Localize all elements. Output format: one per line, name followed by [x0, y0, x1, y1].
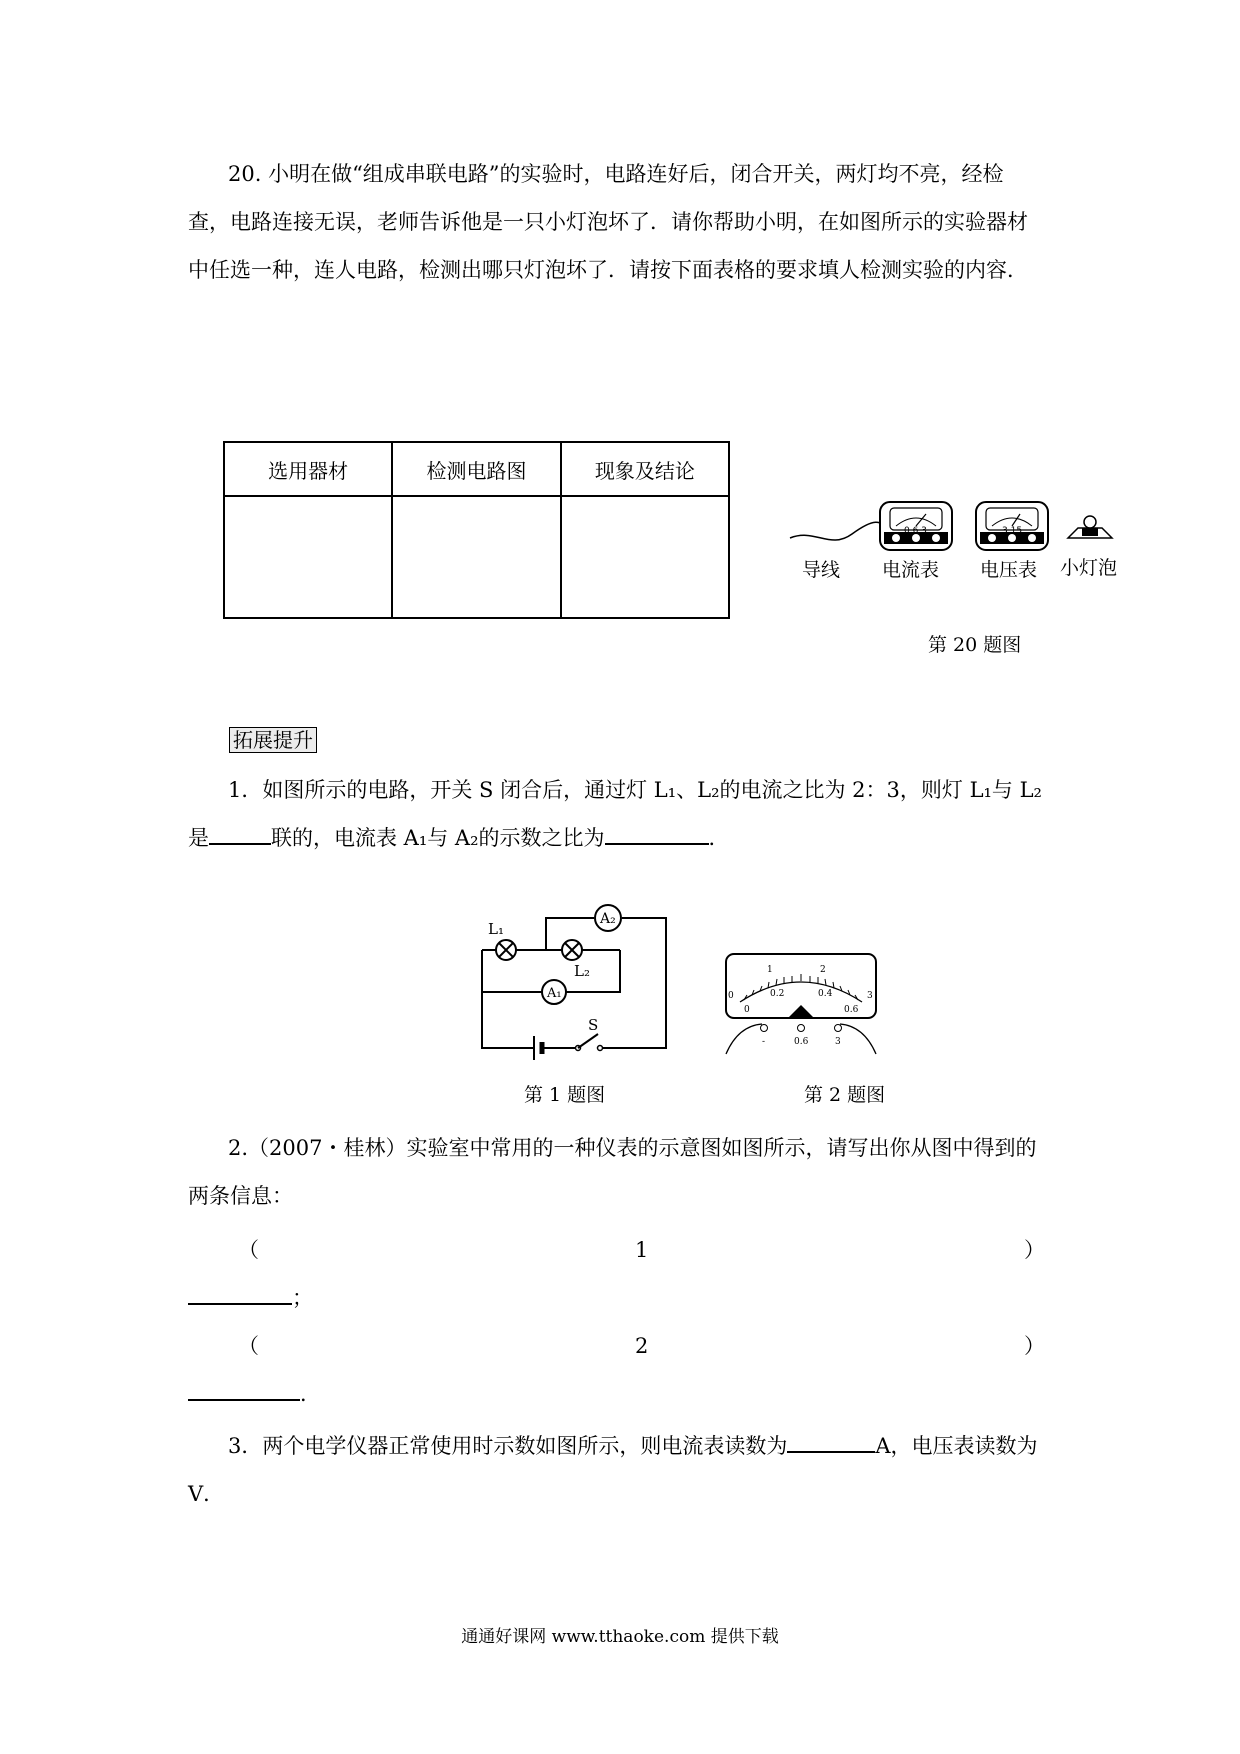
q1-blank-ratio[interactable]: [605, 817, 709, 845]
voltmeter-scale-label: 3 15: [1002, 526, 1023, 536]
table-cell-equipment[interactable]: [224, 496, 392, 618]
q1-caption: 第 1 题图: [524, 1084, 606, 1106]
q2-item2-end: ．: [300, 1382, 321, 1406]
q3-line2: V．: [188, 1482, 225, 1506]
terminal-label-negative: -: [762, 1037, 766, 1047]
terminal-label-0-6: 0.6: [794, 1037, 809, 1047]
q2-item1-open: （: [238, 1238, 259, 1262]
q1-text-c: ．: [708, 826, 730, 850]
q20-caption: 第 20 题图: [928, 634, 1022, 656]
q1-line1: 1．如图所示的电路，开关 S 闭合后，通过灯 L₁、L₂的电流之比为 2：3，则灯 L₁与 L₂: [228, 778, 1042, 802]
lamp-l1-icon: [496, 940, 516, 960]
table-cell-circuit[interactable]: [392, 496, 560, 618]
label-ammeter: 电流表: [882, 559, 940, 581]
terminal-0-6-icon: [798, 1025, 805, 1032]
switch-s-icon: [576, 1034, 603, 1051]
ammeter-scale-label: 0.6 3: [904, 526, 927, 536]
upper-tick-1: 1: [767, 965, 773, 975]
terminal-negative-icon: [761, 1025, 768, 1032]
upper-tick-2: 2: [820, 965, 826, 975]
label-l2: L₂: [574, 962, 590, 980]
q2-item2-num: 2: [635, 1334, 649, 1358]
q1-circuit-figure: [470, 900, 680, 1060]
q1-line2: [188, 814, 730, 862]
lower-tick-0-6: 0.6: [844, 1005, 859, 1015]
q20-line3: 中任选一种，连人电路，检测出哪只灯泡坏了．请按下面表格的要求填人检测实验的内容．: [188, 258, 1028, 282]
q2-blank-2[interactable]: [188, 1373, 300, 1401]
label-s: S: [588, 1016, 599, 1034]
q2-blank-1[interactable]: [188, 1277, 292, 1305]
q3-blank-current[interactable]: [787, 1425, 875, 1453]
q2-item1-num: 1: [635, 1238, 649, 1262]
q3-text-a: 3．两个电学仪器正常使用时示数如图所示，则电流表读数为: [228, 1434, 788, 1458]
q2-item1-end: ；: [292, 1286, 313, 1310]
bulb-icon: [1068, 516, 1112, 538]
q1-text-a: 是: [188, 826, 209, 850]
q2-item1-close: ）: [1024, 1238, 1045, 1262]
label-voltmeter: 电压表: [980, 559, 1038, 581]
q20-line1: 20. 小明在做“组成串联电路”的实验时，电路连好后，闭合开关，两灯均不亮，经检: [228, 162, 1004, 186]
q2-item2-close: ）: [1024, 1334, 1045, 1358]
upper-tick-0: 0: [728, 991, 734, 1001]
q3-line1: [228, 1422, 1038, 1470]
q20-answer-table: [223, 441, 730, 619]
section-title: 拓展提升: [229, 727, 317, 753]
lower-tick-0-2: 0.2: [770, 989, 785, 999]
table-header-conclusion: 现象及结论: [561, 442, 729, 496]
q1-blank-connection[interactable]: [209, 817, 271, 845]
q2-item2-answer: [188, 1370, 321, 1418]
table-header-equipment: 选用器材: [224, 442, 392, 496]
battery-icon: [526, 1036, 564, 1060]
table-cell-conclusion[interactable]: [561, 496, 729, 618]
q20-equipment-figure: [780, 490, 1140, 600]
q2-item1-answer: [188, 1274, 313, 1322]
q1-text-b: 联的，电流表 A₁与 A₂的示数之比为: [271, 826, 605, 850]
q3-text-b: A，电压表读数为: [875, 1434, 1038, 1458]
q2-item2-open: （: [238, 1334, 259, 1358]
label-a1: A₁: [547, 986, 562, 1001]
terminal-3-icon: [835, 1025, 842, 1032]
q2-meter-figure: [722, 950, 882, 1060]
page-footer: 通通好课网 www.tthaoke.com 提供下载: [461, 1627, 779, 1647]
label-wire: 导线: [802, 559, 841, 581]
lamp-l2-icon: [562, 940, 582, 960]
q20-line2: 查，电路连接无误，老师告诉他是一只小灯泡坏了．请你帮助小明，在如图所示的实验器材: [188, 210, 1028, 234]
q2-line2: 两条信息：: [188, 1184, 293, 1208]
q2-caption: 第 2 题图: [804, 1084, 886, 1106]
lower-tick-0-4: 0.4: [818, 989, 833, 999]
label-l1: L₁: [488, 920, 504, 938]
terminal-label-3: 3: [835, 1037, 841, 1047]
lower-tick-0: 0: [744, 1005, 750, 1015]
wire-icon: [790, 522, 890, 540]
label-a2: A₂: [600, 911, 616, 927]
upper-tick-3: 3: [867, 991, 873, 1001]
table-header-circuit: 检测电路图: [392, 442, 560, 496]
q2-line1: 2.（2007・桂林）实验室中常用的一种仪表的示意图如图所示，请写出你从图中得到的: [228, 1136, 1037, 1160]
label-bulb: 小灯泡: [1060, 557, 1118, 579]
